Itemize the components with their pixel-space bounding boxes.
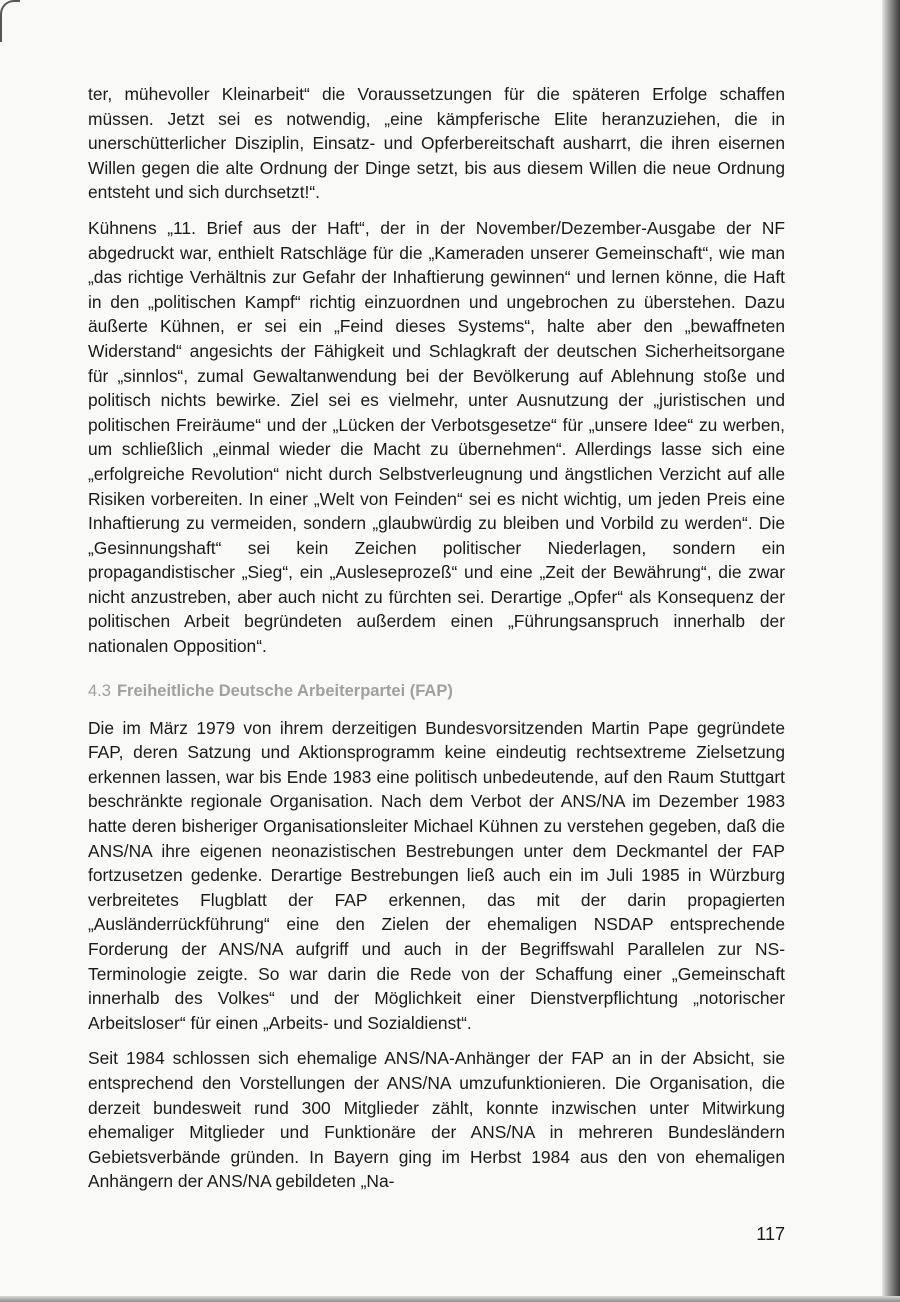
paragraph-continuation: ter, mühevoller Kleinarbeit“ die Voraussetzungen für die späteren Erfolge schaffen müssen. Jetzt sei es notwendig, „eine kämpferische Elite heranzuziehen, die in unerschütterlicher Disziplin, Einsatz- und Opferbereitschaft ausharrt, die ihren eisernen Willen gegen die alte Ordnung der Dinge setzt, bis aus diesem Willen die neue Ordnung entsteht und sich durchsetzt!“. [88, 84, 785, 203]
page-number: 117 [756, 1224, 785, 1244]
section-heading [88, 679, 785, 703]
paragraph-fap-founding: Die im März 1979 von ihrem derzeitigen Bundesvorsitzenden Martin Pape gegründete FAP, deren Satzung und Aktionsprogramm keine eindeutig rechtsextreme Zielsetzung erkennen lassen, war bis Ende 1983 eine politisch unbedeutende, auf den Raum Stuttgart beschränkte regionale Organisation. Nach dem Verbot der ANS/NA im Dezember 1983 hatte deren bisheriger Organisationsleiter Michael Kühnen zu verstehen gegeben, daß die ANS/NA ihre eigenen neonazistischen Bestrebungen unter dem Deckmantel der FAP fortzusetzen gedenke. Derartige Bestrebungen ließ auch ein im Juli 1985 in Würzburg verbreitetes Flugblatt der FAP erkennen, das mit der darin propagierten „Ausländerrückführung“ eine den Zielen der ehemaligen NSDAP entsprechende Forderung der ANS/NA aufgriff und auch in der Begriffswahl Parallelen zur NS-Terminologie zeigte. So war darin die Rede von der Schaffung einer „Gemeinschaft innerhalb des Volkes“ und der Möglichkeit einer Dienstverpflichtung „notorischer Arbeitsloser“ für einen „Arbeits- und Sozialdienst“. [88, 717, 785, 1033]
page-body [88, 82, 785, 1205]
section-number: 4.3 [88, 681, 111, 700]
page-bottom-shadow [0, 1296, 900, 1302]
paragraph-kuehnen-letter: Kühnens „11. Brief aus der Haft“, der in der November/Dezember-Ausgabe der NF abgedruckt war, enthielt Ratschläge für die „Kameraden unserer Gemeinschaft“, wie man „das richtige Verhältnis zur Gefahr der Inhaftierung gewinnen“ und lernen könne, die Haft in den „politischen Kampf“ richtig einzuordnen und ungebrochen zu überstehen. Dazu äußerte Kühnen, er sei ein „Feind dieses Systems“, halte aber den „bewaffneten Widerstand“ angesichts der Fähigkeit und Schlagkraft der deutschen Sicherheitsorgane für „sinnlos“, zumal Gewaltanwendung bei der Bevölkerung auf Ablehnung stoße und politisch nichts bewirke. Ziel sei es vielmehr, unter Ausnutzung der „juristischen und politischen Freiräume“ und der „Lücken der Verbotsgesetze“ für „unsere Idee“ zu werben, um schließlich „einmal wieder die Macht zu übernehmen“. Allerdings lasse sich eine „erfolgreiche Revolution“ nicht durch Selbstverleugnung und ängstlichen Verzicht auf alle Risiken vorbereiten. In einer „Welt von Feinden“ sei es nicht wichtig, um jeden Preis eine Inhaftierung zu vermeiden, sondern „glaubwürdig zu bleiben und Vorbild zu werden“. Die „Gesinnungshaft“ sei kein Zeichen politischer Niederlagen, sondern ein propagandistischer „Sieg“, ein „Ausleseprozeß“ und eine „Zeit der Bewährung“, die zwar nicht anzustreben, aber auch nicht zu fürchten sei. Derartige „Opfer“ als Konsequenz der politischen Arbeit begründeten außerdem einen „Führungsanspruch innerhalb der nationalen Opposition“. [88, 217, 785, 657]
page-binding-shadow [882, 0, 900, 1302]
page-corner-mark [0, 0, 20, 42]
paragraph-fap-membership: Seit 1984 schlossen sich ehemalige ANS/NA-Anhänger der FAP an in der Absicht, sie entsprechend den Vorstellungen der ANS/NA umzufunktionieren. Die Organisation, die derzeit bundesweit rund 300 Mitglieder zählt, konnte inzwischen unter Mitwirkung ehemaliger Mitglieder und Funktionäre der ANS/NA in mehreren Bundesländern Gebietsverbände gründen. In Bayern ging im Herbst 1984 aus den von ehemaligen Anhängern der ANS/NA gebildeten „Na- [88, 1048, 785, 1192]
section-title: Freiheitliche Deutsche Arbeiterpartei (FAP) [116, 681, 453, 700]
